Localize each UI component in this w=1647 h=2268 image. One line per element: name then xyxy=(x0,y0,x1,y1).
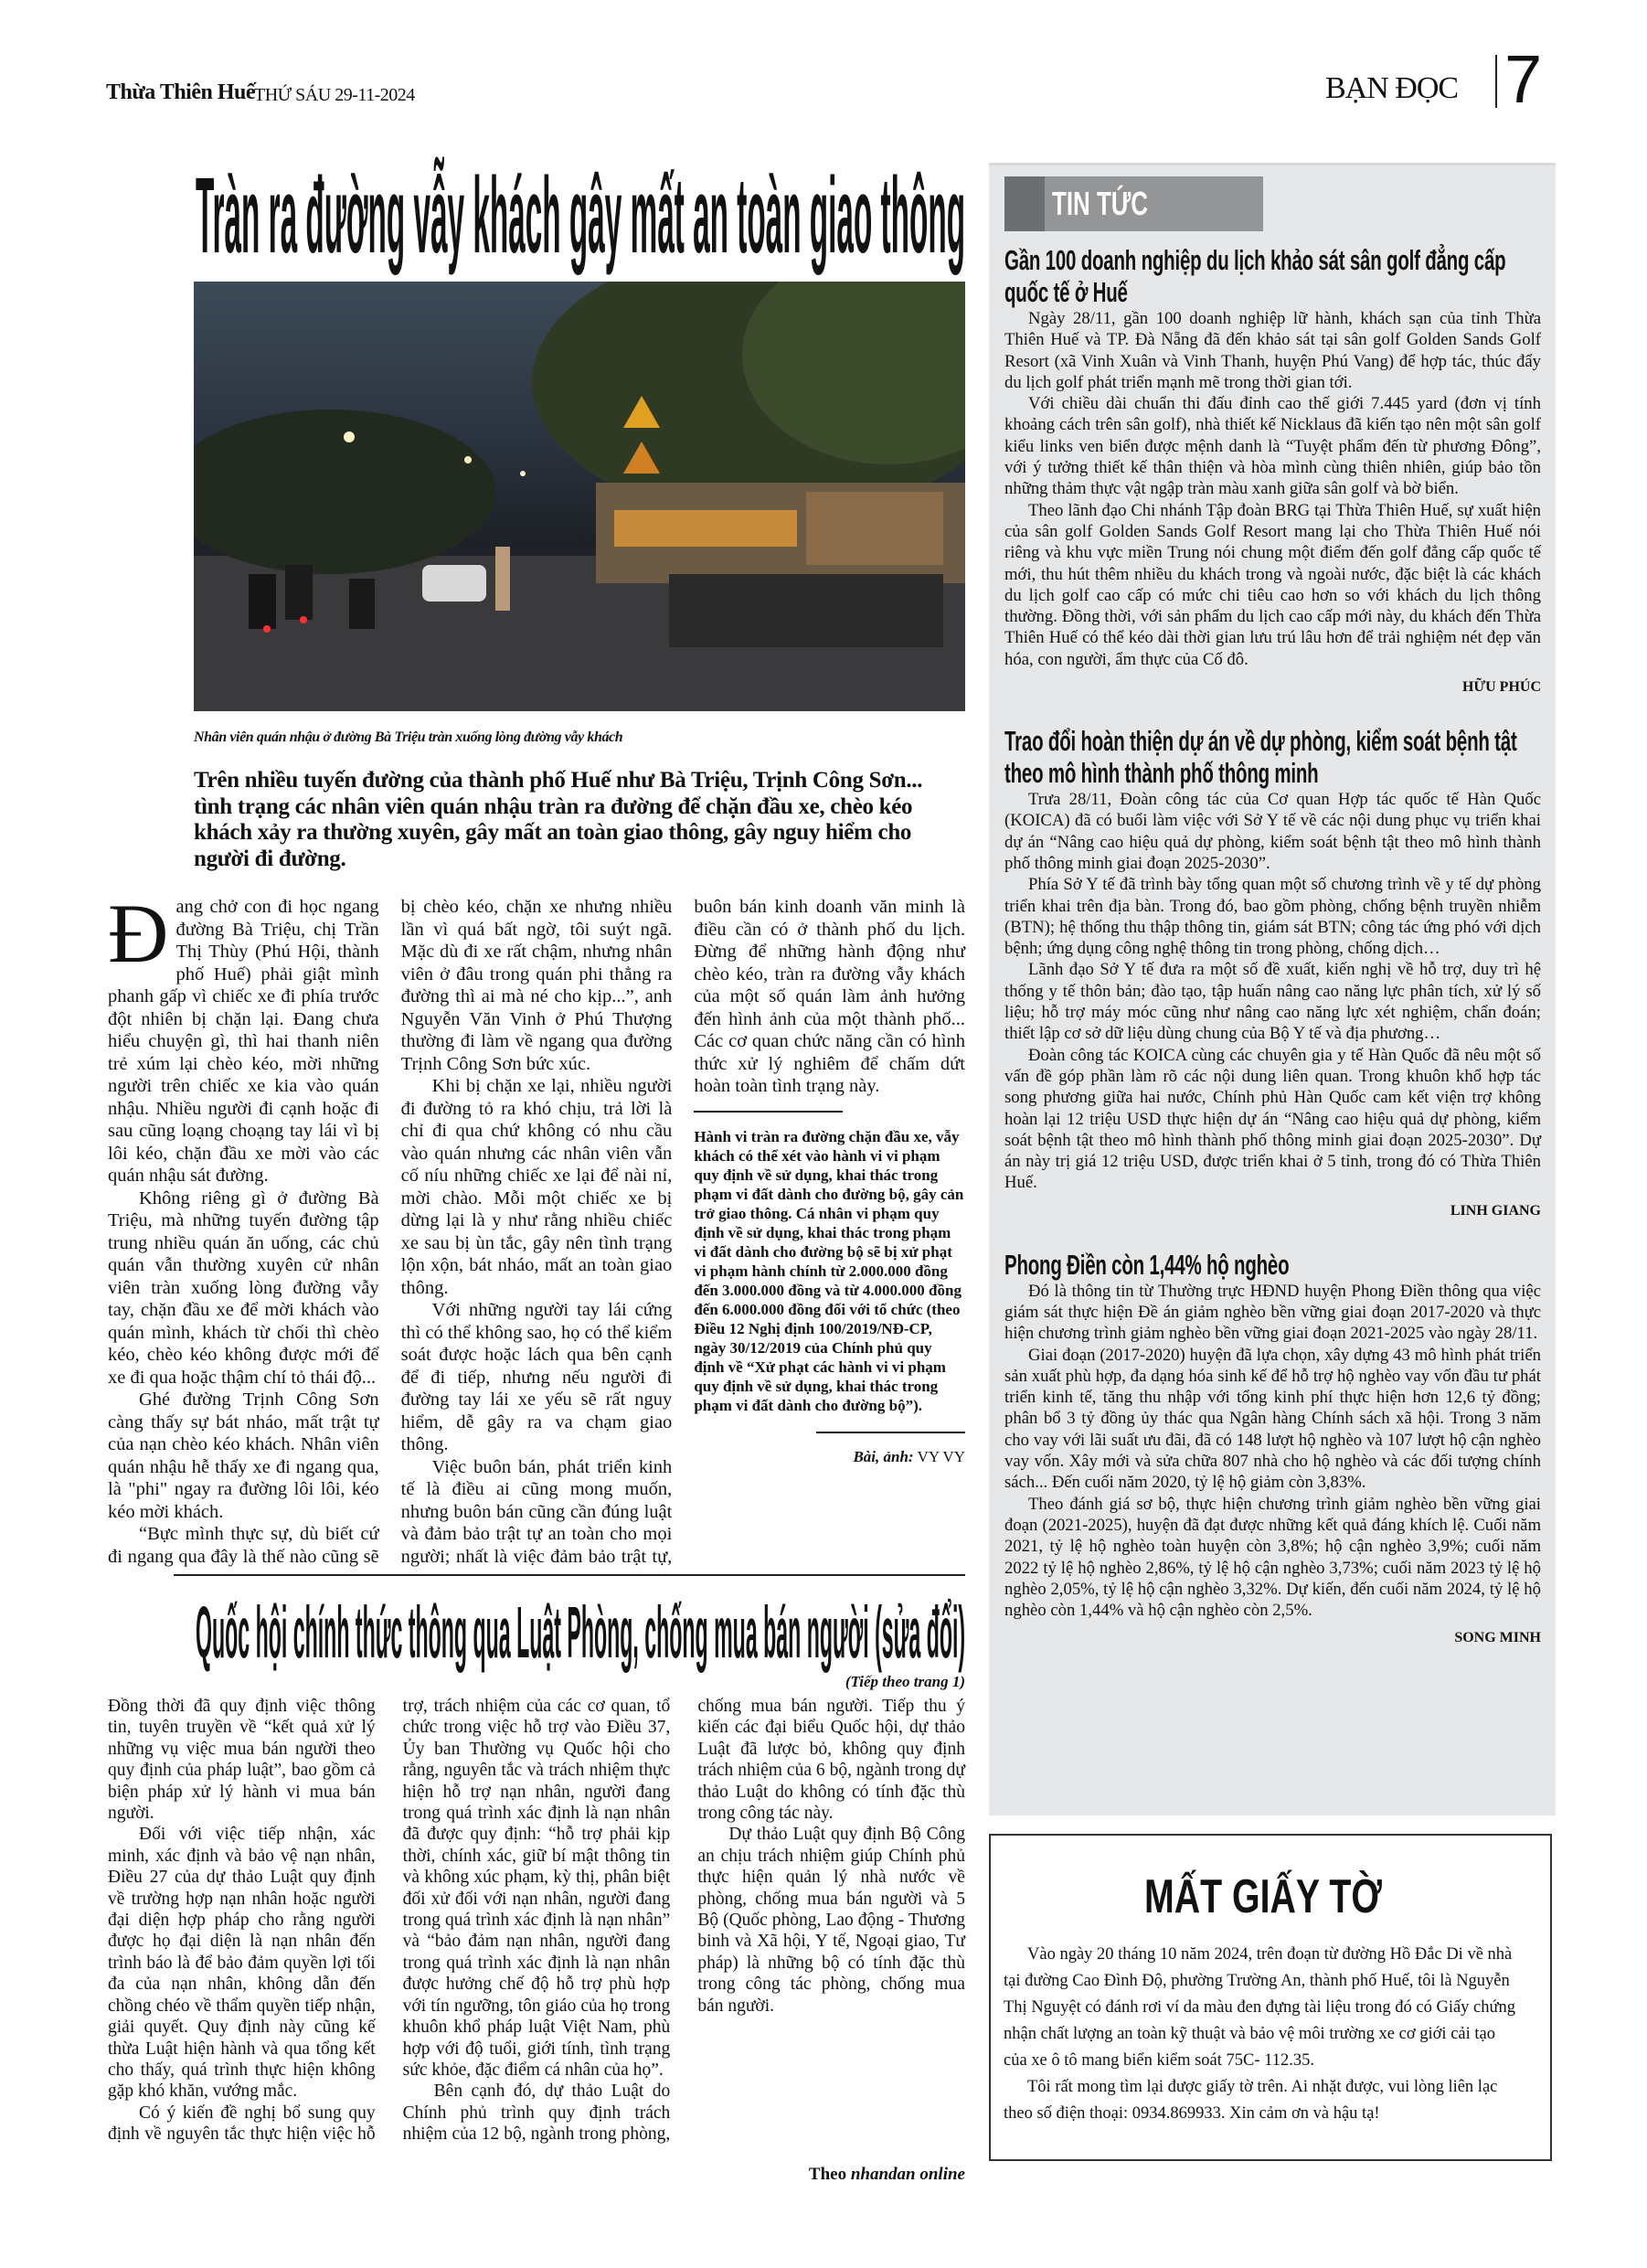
byline-divider xyxy=(816,1432,965,1433)
section-name: BẠN ĐỌC xyxy=(1325,71,1459,105)
law-article-body xyxy=(108,1696,965,2153)
paragraph: Với những người tay lái cứng thì có thể không sao, họ có thể kiểm soát được hoặc lách qua bên cạnh để đi tiếp, nhưng nếu người đi đường tay lái xe yếu sẽ rất nguy hiểm, dễ gây ra va chạm giao thông. xyxy=(400,1300,673,1454)
lost-documents-notice xyxy=(989,1834,1552,2161)
source-prefix: Theo xyxy=(808,2165,847,2184)
tag-accent-block xyxy=(1004,176,1045,231)
news-headline: Trao đổi hoàn thiện dự án về dự phòng, kiểm soát bệnh tật theo mô hình thành phố thông minh xyxy=(1004,725,1517,790)
drop-cap: Đ xyxy=(108,887,169,980)
paragraph: Không riêng gì ở đường Bà Triệu, mà những tuyến đường tập trung nhiều quán ăn uống, các chủ quán vẫn thường xuyên cử nhân viên tràn xuống lòng đường vẫy tay, chặn đầu xe để mời khách vào quán mình, khách từ chối thì chèo kéo, chèo kéo không được mới để xe đi qua hoặc thậm chí tỏ thái độ... xyxy=(108,1187,379,1388)
news-byline: LINH GIANG xyxy=(1450,1202,1541,1219)
news-body xyxy=(1004,789,1541,1194)
paragraph: Vào ngày 20 tháng 10 năm 2024, trên đoạn từ đường Hồ Đắc Di về nhà tại đường Cao Đình Độ, phường Trường An, thành phố Huế, tôi là Nguyễn Thị Nguyệt có đánh rơi ví da màu đen đựng tài liệu trong đó có Giấy chứng nhận chất lượng an toàn kỹ thuật và bảo vệ môi trường xe cơ giới cải tạo của xe ô tô mang biển kiểm soát 75C- 112.35. xyxy=(1004,1945,1516,2070)
tag-label: TIN TỨC xyxy=(1052,185,1149,222)
paragraph: Lãnh đạo Sở Y tế đưa ra một số đề xuất, kiến nghị về hỗ trợ, duy trì hệ thống y tế thôn bản; đào tạo, tập huấn nâng cao năng lực phân tích, xử lý số liệu; hỗ trợ máy móc cũng như nâng cao năng lực xét nghiệm, chẩn đoán; thiết lập cơ sở dữ liệu dùng chung của Bộ Y tế và địa phương… xyxy=(1004,960,1541,1044)
article-separator xyxy=(174,1574,965,1576)
article-source xyxy=(695,2165,965,2185)
paragraph: Trưa 28/11, Đoàn công tác của Cơ quan Hợp tác quốc tế Hàn Quốc (KOICA) đã có buổi làm việc với Sở Y tế về các nội dung phục vụ triển khai dự án “Nâng cao hiệu quả dự phòng, kiểm soát bệnh tật theo mô hình thành phố thông minh giai đoạn 2025-2030”. xyxy=(1004,790,1541,873)
issue-date: THỨ SÁU 29-11-2024 xyxy=(254,85,415,105)
section-tag xyxy=(1004,176,1263,231)
paragraph: Tôi rất mong tìm lại được giấy tờ trên. Ai nhặt được, vui lòng liên lạc theo số điện thoại: 0934.869933. Xin cảm ơn và hậu tạ! xyxy=(1004,2078,1498,2123)
paragraph: Bên cạnh đó, dự thảo Luật do Chính phủ trình quy định trách nhiệm của 12 bộ, ngành trong phòng, chống mua bán người. Tiếp thu ý kiến các đại biểu Quốc hội, dự thảo Luật đã lược bỏ, không quy định trách nhiệm của 6 bộ, ngành trong dự thảo Luật do không có tính đặc thù trong công tác này. xyxy=(402,1697,965,2145)
paragraph: Theo đánh giá sơ bộ, thực hiện chương trình giảm nghèo bền vững giai đoạn (2021-2025), huyện đã đạt được những kết quả đáng khích lệ. Cuối năm 2021, tỷ lệ hộ nghèo toàn huyện còn 3,8%; hộ cận nghèo 3,9%; cuối năm 2022 tỷ lệ hộ nghèo 2,86%, tỷ lệ hộ cận nghèo 3,73%; cuối năm 2023 tỷ lệ hộ nghèo 2,05%, tỷ lệ hộ cận nghèo 3,32%. Dự kiến, đến cuối năm 2024, tỷ lệ hộ nghèo còn 1,44% và hộ cận nghèo còn 2,5%. xyxy=(1004,1494,1541,1621)
news-headline: Phong Điền còn 1,44% hộ nghèo xyxy=(1004,1248,1290,1281)
news-sidebar xyxy=(989,163,1556,1815)
paragraph: Ghé đường Trịnh Công Sơn càng thấy sự bát nháo, mất trật tự của nạn chèo kéo khách. Nhân viên quán nhậu hễ thấy xe đi ngang qua, là "phi" ngay ra đường lôi lôi, kéo kéo mời khách. xyxy=(108,1390,379,1522)
notice-title: MẤT GIẤY TỜ xyxy=(1144,1870,1382,1923)
news-body xyxy=(1004,1281,1541,1622)
news-byline: SONG MINH xyxy=(1454,1630,1541,1646)
paragraph: Khi bị chặn xe lại, nhiều người đi đường tỏ ra khó chịu, trả lời là chỉ đi qua chứ không có nhu cầu vào quán nhưng các nhân viên vẫn cố níu những chiếc xe lại để nài nỉ, mời chào. Mỗi một chiếc xe bị dừng lại là y như rằng nhiều chiếc xe sau bị ùn tắc, gây nên tình trạng lộn xộn, bát nháo, mất an toàn giao thông. xyxy=(400,1076,673,1298)
law-headline-box xyxy=(196,1592,965,1675)
paragraph: Đồng thời đã quy định việc thông tin, tuyên truyền về “kết quả xử lý những vụ việc mua bán người theo quy định của pháp luật”, bao gồm cả biện pháp xử lý hành vi mua bán người. xyxy=(108,1697,376,1824)
paragraph: Theo lãnh đạo Chi nhánh Tập đoàn BRG tại Thừa Thiên Huế, sự xuất hiện của sân golf Golden Sands Golf Resort mang lại cho Thừa Thiên Huế nói riêng và khu vực miền Trung nói chung một điểm đến golf đẳng cấp quốc tế mới, thu hút thêm nhiều du khách trong và ngoài nước, đặc biệt là các khách du lịch golf cao cấp có mức chi tiêu cao hơn so với khách du lịch thông thường. Đồng thời, với sản phẩm du lịch cao cấp mới này, du khách đến Thừa Thiên Huế có thể kéo dài thời gian lưu trú lâu hơn để trải nghiệm nét đẹp văn hóa, con người, ẩm thực của Cố đô. xyxy=(1004,500,1541,669)
news-headline: Gần 100 doanh nghiệp du lịch khảo sát sân golf đẳng cấp quốc tế ở Huế xyxy=(1004,244,1506,308)
street-night-photo xyxy=(194,282,965,711)
notice-title-box xyxy=(1004,1870,1523,1923)
news-item xyxy=(1004,1249,1541,1647)
paragraph: Đó là thông tin từ Thường trực HĐND huyện Phong Điền thông qua việc giám sát thực hiện Đề án giảm nghèo bền vững giai đoạn 2017-2020 và thực hiện chương trình giảm nghèo bền vững giai đoạn 2021-2025 vào ngày 28/11. xyxy=(1004,1281,1541,1344)
paragraph: Việc buôn bán, phát triển kinh tế là điều ai cũng mong muốn, nhưng buôn bán cũng cần đúng luật và đảm bảo trật tự an toàn cho mọi người; nhất là việc đảm bảo trật tự, buôn bán kinh doanh văn minh là điều cần có ở thành phố du lịch. Đừng để những hành động như chèo kéo, tràn ra đường vẫy khách của một số quán làm ảnh hưởng đến hình ảnh của một thành phố... Các cơ quan chức năng cần có hình thức xử lý nghiêm để chấm dứt hoàn toàn tình trạng này. xyxy=(400,897,965,1567)
continued-from: (Tiếp theo trang 1) xyxy=(845,1673,965,1690)
paragraph: Với chiều dài chuẩn thi đấu đỉnh cao thế giới 7.445 yard (đơn vị tính khoảng cách trên sân golf), nhà thiết kế Nicklaus đã kiến tạo nên một sân golf kiểu links ven biển được mệnh danh là “Tuyệt phẩm đến từ phương Đông”, với ý tưởng thiết kế thân thiện và hòa mình cùng thiên nhiên, giúp bảo tồn những thảm thực vật ngập tràn màu xanh giữa sân golf và bờ biển. xyxy=(1004,394,1541,499)
photo-caption: Nhân viên quán nhậu ở đường Bà Triệu tràn xuống lòng đường vẫy khách xyxy=(194,729,623,745)
news-body xyxy=(1004,308,1541,670)
paragraph: Đối với việc tiếp nhận, xác minh, xác định và bảo vệ nạn nhân, Điều 27 của dự thảo Luật quy định về trường hợp nạn nhân hoặc người đại diện hợp pháp cho rằng người được họ đại diện là nạn nhân đến trình báo là để bảo đảm quyền lợi tối đa của nạn nhân, không dẫn đến chồng chéo về thẩm quyền tiếp nhận, giải quyết. Quy định này cũng kế thừa Luật hiện hành và qua tổng kết cho thấy, quá trình thực hiện không gặp khó khăn, vướng mắc. xyxy=(108,1825,376,2102)
paragraph-text: ang chở con đi học ngang đường Bà Triệu, chị Trần Thị Thùy (Phú Hội, thành phố Huế) phải giật mình phanh gấp vì chiếc xe đi phía trước đột nhiên bị chặn lại. Đang chưa hiểu chuyện gì, thì hai thanh niên trẻ xúm lại chèo kéo, mời những người trên chiếc xe kia vào quán nhậu. Nhiều người đi cạnh hoặc đi sau cũng loạng choạng tay lái vì bị lôi kéo, chặn đầu xe mời vào các quán nhậu sát đường. xyxy=(108,897,379,1186)
paragraph: Giai đoạn (2017-2020) huyện đã lựa chọn, xây dựng 43 mô hình phát triển sản xuất phù hợp, đa dạng hóa sinh kế để hỗ trợ hộ nghèo vay vốn đầu tư phát triển kinh tế, tăng thu nhập với tổng kinh phí thực hiện hơn 12,6 tỷ đồng; phân bổ 3 tỷ đồng ủy thác qua Ngân hàng Chính sách xã hội. Trong 3 năm cho vay với lãi suất ưu đãi, đã có 148 lượt hộ nghèo và 107 lượt hộ cận nghèo vay vốn. Xây mới và sửa chữa 807 nhà cho hộ nghèo và các đối tượng chính sách... Đến cuối năm 2020, tỷ lệ hộ giảm còn 3,83%. xyxy=(1004,1345,1541,1493)
paragraph: Đoàn công tác KOICA cùng các chuyên gia y tế Hàn Quốc đã nêu một số vấn đề góp phần làm rõ các nội dung liên quan. Trong khuôn khổ hợp tác song phương giữa hai nước, Chính phủ Hàn Quốc cam kết viện trợ không hoàn lại 12 triệu USD thực hiện dự án “Nâng cao hiệu quả dự phòng, kiểm soát bệnh tật theo mô hình thành phố thông minh giai đoạn 2025-2030”. Dự án này trị giá 12 triệu USD, được triển khai ở 5 tỉnh, trong đó có Thừa Thiên Huế. xyxy=(1004,1045,1541,1193)
paragraph xyxy=(108,887,379,1187)
article-lead: Trên nhiều tuyến đường của thành phố Huế như Bà Triệu, Trịnh Công Sơn... tình trạng các nhân viên quán nhậu tràn ra đường để chặn đầu xe, chèo kéo khách xảy ra thường xuyên, gây mất an toàn giao thông, gây nguy hiểm cho người đi đường. xyxy=(194,768,923,871)
news-item xyxy=(1004,725,1541,1219)
legal-note-text: Hành vi tràn ra đường chặn đầu xe, vẫy khách có thể xét vào hành vi vi phạm quy định về sử dụng, khai thác trong phạm vi đất dành cho đường bộ, gây cản trở giao thông. Cá nhân vi phạm quy định về sử dụng, khai thác trong phạm vi đất dành cho đường bộ sẽ bị xử phạt vi phạm hành chính từ 2.000.000 đồng đến 3.000.000 đồng và từ 4.000.000 đồng đến 6.000.000 đồng đối với tổ chức (theo Điều 12 Nghị định 100/2019/NĐ-CP, ngày 30/12/2019 của Chính phủ quy định về “Xử phạt các hành vi vi phạm quy định về sử dụng, khai thác trong phạm vi đất dành cho đường bộ”). xyxy=(694,1127,964,1414)
paragraph: Ngày 28/11, gần 100 doanh nghiệp lữ hành, khách sạn của tỉnh Thừa Thiên Huế và TP. Đà Nẵng đã đến khảo sát tại sân golf Golden Sands Golf Resort (xã Vinh Xuân và Vinh Thanh, huyện Phú Vang) để hợp tác, thúc đẩy du lịch golf phát triển mạnh mẽ trong thời gian tới. xyxy=(1004,309,1541,392)
byline-label: Bài, ảnh: xyxy=(853,1447,914,1465)
source-name: nhandan online xyxy=(850,2165,965,2184)
page-number: 7 xyxy=(1504,41,1543,117)
paragraph: Phía Sở Y tế đã trình bày tổng quan một số chương trình về y tế dự phòng triển khai trên địa bàn. Trong đó, bao gồm phòng, chống bệnh truyền nhiễm (BTN); hệ thống thu thập thông tin, giám sát BTN; công tác ứng phó với dịch bệnh; ứng dụng công nghệ thông tin trong phòng, chống dịch… xyxy=(1004,875,1541,959)
page-number-divider xyxy=(1495,55,1497,108)
news-item xyxy=(1004,244,1541,696)
news-byline: HỮU PHÚC xyxy=(1461,679,1541,696)
article-photo xyxy=(194,282,965,711)
newspaper-name: Thừa Thiên Huế xyxy=(106,80,256,104)
paragraph: “Bực mình thực sự, dù biết cứ đi ngang qua đây là thế nào cũng sẽ bị chèo kéo, chặn xe nhưng nhiều lần vì quá bất ngờ, tôi suýt ngã. Mặc dù đi xe rất chậm, nhưng nhân viên ở đâu trong quán phi thẳng ra đường thì ai mà né cho kịp...”, anh Nguyễn Văn Vinh ở Phú Thượng thường đi làm về ngang qua đường Trịnh Công Sơn bức xúc. xyxy=(108,897,673,1567)
notice-body xyxy=(1004,1942,1523,2127)
byline xyxy=(694,1446,965,1469)
paragraph: Dự thảo Luật quy định Bộ Công an chịu trách nhiệm giúp Chính phủ thực hiện quản lý nhà nước về phòng, chống mua bán người và 5 Bộ (Quốc phòng, Lao động - Thương binh và Xã hội, Y tế, Ngoại giao, Tư pháp) là những bộ có tính đặc thù trong công tác phòng, chống mua bán người. xyxy=(697,1825,965,2016)
byline-author: VY VY xyxy=(917,1447,965,1465)
main-headline-box xyxy=(196,157,965,276)
legal-note xyxy=(694,1111,964,1415)
law-headline: Quốc hội chính thức thông qua Luật Phòng, chống mua bán người (sửa đổi) xyxy=(196,1592,966,1673)
main-headline: Tràn ra đường vẫy khách gây mất an toàn giao thông xyxy=(196,155,966,276)
tag-label-block xyxy=(1045,176,1263,231)
paragraph: Có ý kiến đề nghị bổ sung quy định về nguyên tắc thực hiện việc hỗ trợ, trách nhiệm của các cơ quan, tổ chức trong việc hỗ trợ vào Điều 37, Ủy ban Thường vụ Quốc hội cho rằng, nguyên tắc và trách nhiệm thực hiện hỗ trợ nạn nhân, người đang trong quá trình xác định là nạn nhân đã được quy định: “hỗ trợ phải kịp thời, chính xác, giữ bí mật thông tin và không xúc phạm, kỳ thị, phân biệt đối xử đối với nạn nhân, người đang trong quá trình xác định là nạn nhân” và “bảo đảm nạn nhân, người đang trong quá trình xác định là nạn nhân được hưởng chế độ hỗ trợ phù hợp với tín ngưỡng, tôn giáo của họ trong khuôn khổ pháp luật Việt Nam, phù hợp với độ tuổi, giới tính, tình trạng sức khỏe, đặc điểm cá nhân của họ”. xyxy=(108,1697,671,2145)
main-article-body xyxy=(108,887,965,1572)
